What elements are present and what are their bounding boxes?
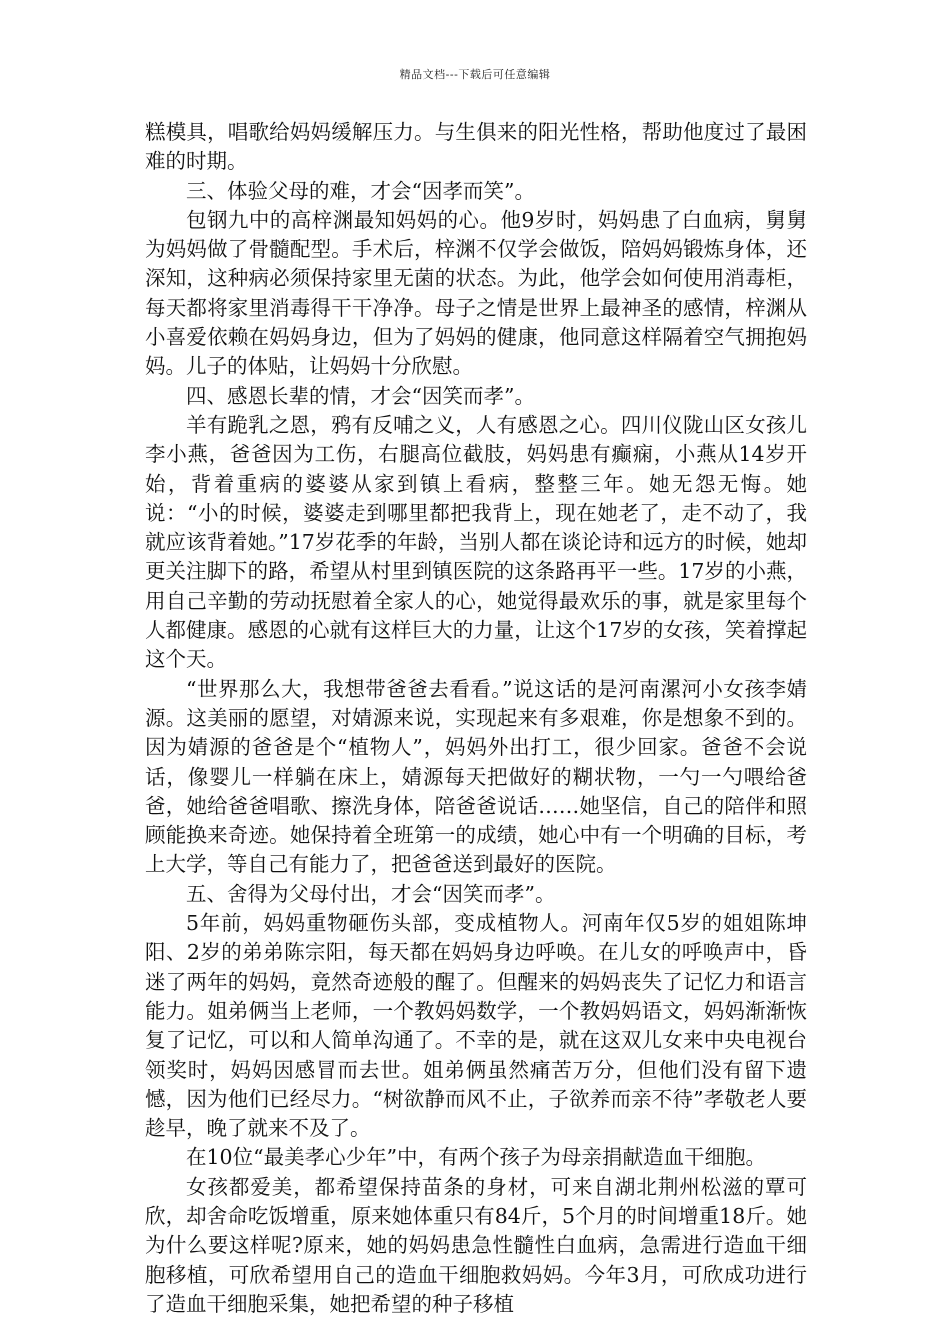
paragraph: 女孩都爱美，都希望保持苗条的身材，可来自湖北荆州松滋的覃可欣，却舍命吃饭增重，原来她体重只有84斤，5个月的时间增重18斤。她为什么要这样呢?原来，她的妈妈患急性髓性白血病，急需进行造血干细胞移植，可欣希望用自己的造血干细胞救妈妈。今年3月，可欣成功进行了造血干细胞采集，她把希望的种子移植 (145, 1174, 807, 1316)
page-header: 精品文档---下载后可任意编辑 (399, 68, 551, 81)
paragraph: 5年前，妈妈重物砸伤头部，变成植物人。河南年仅5岁的姐姐陈坤阳、2岁的弟弟陈宗阳，每天都在妈妈身边呼唤。在儿女的呼唤声中，昏迷了两年的妈妈，竟然奇迹般的醒了。但醒来的妈妈丧失了记忆力和语言能力。姐弟俩当上老师，一个教妈妈数学，一个教妈妈语文，妈妈渐渐恢复了记忆，可以和人简单沟通了。不幸的是，就在这双儿女来中央电视台领奖时，妈妈因感冒而去世。姐弟俩虽然痛苦万分，但他们没有留下遗憾，因为他们已经尽力。“树欲静而风不止，子欲养而亲不待”孝敬老人要趁早，晚了就来不及了。 (145, 911, 807, 1141)
paragraph: 在10位“最美孝心少年”中，有两个孩子为母亲捐献造血干细胞。 (186, 1145, 767, 1170)
document-body (145, 118, 807, 1319)
paragraph: 糕模具，唱歌给妈妈缓解压力。与生俱来的阳光性格，帮助他度过了最困难的时期。 (145, 120, 807, 174)
section-heading: 五、舍得为父母付出，才会“因笑而孝”。 (186, 881, 556, 906)
section-heading: 四、感恩长辈的情，才会“因笑而孝”。 (186, 383, 535, 408)
paragraph: 羊有跪乳之恩，鸦有反哺之义，人有感恩之心。四川仪陇山区女孩儿李小燕，爸爸因为工伤，右腿高位截肢，妈妈患有癫痫，小燕从14岁开始，背着重病的婆婆从家到镇上看病，整整三年。她无怨无悔。她说：“小的时候，婆婆走到哪里都把我背上，现在她老了，走不动了，我就应该背着她。”17岁花季的年龄，当别人都在谈论诗和远方的时候，她却更关注脚下的路，希望从村里到镇医院的这条路再平一些。17岁的小燕，用自己辛勤的劳动抚慰着全家人的心，她觉得最欢乐的事，就是家里每个人都健康。感恩的心就有这样巨大的力量，让这个17岁的女孩，笑着撑起这个天。 (145, 412, 807, 672)
section-heading: 三、体验父母的难，才会“因孝而笑”。 (186, 178, 535, 203)
paragraph: 包钢九中的高梓渊最知妈妈的心。他9岁时，妈妈患了白血病，舅舅为妈妈做了骨髓配型。手术后，梓渊不仅学会做饭，陪妈妈锻炼身体，还深知，这种病必须保持家里无菌的状态。为此，他学会如何使用消毒柜，每天都将家里消毒得干干净净。母子之情是世界上最神圣的感情，梓渊从小喜爱依赖在妈妈身边，但为了妈妈的健康，他同意这样隔着空气拥抱妈妈。儿子的体贴，让妈妈十分欣慰。 (145, 207, 807, 379)
paragraph: “世界那么大，我想带爸爸去看看。”说这话的是河南漯河小女孩李婧源。这美丽的愿望，对婧源来说，实现起来有多艰难，你是想象不到的。因为婧源的爸爸是个“植物人”，妈妈外出打工，很少回家。爸爸不会说话，像婴儿一样躺在床上，婧源每天把做好的糊状物，一勺一勺喂给爸爸，她给爸爸唱歌、擦洗身体，陪爸爸说话……她坚信，自己的陪伴和照顾能换来奇迹。她保持着全班第一的成绩，她心中有一个明确的目标，考上大学，等自己有能力了，把爸爸送到最好的医院。 (145, 676, 807, 877)
